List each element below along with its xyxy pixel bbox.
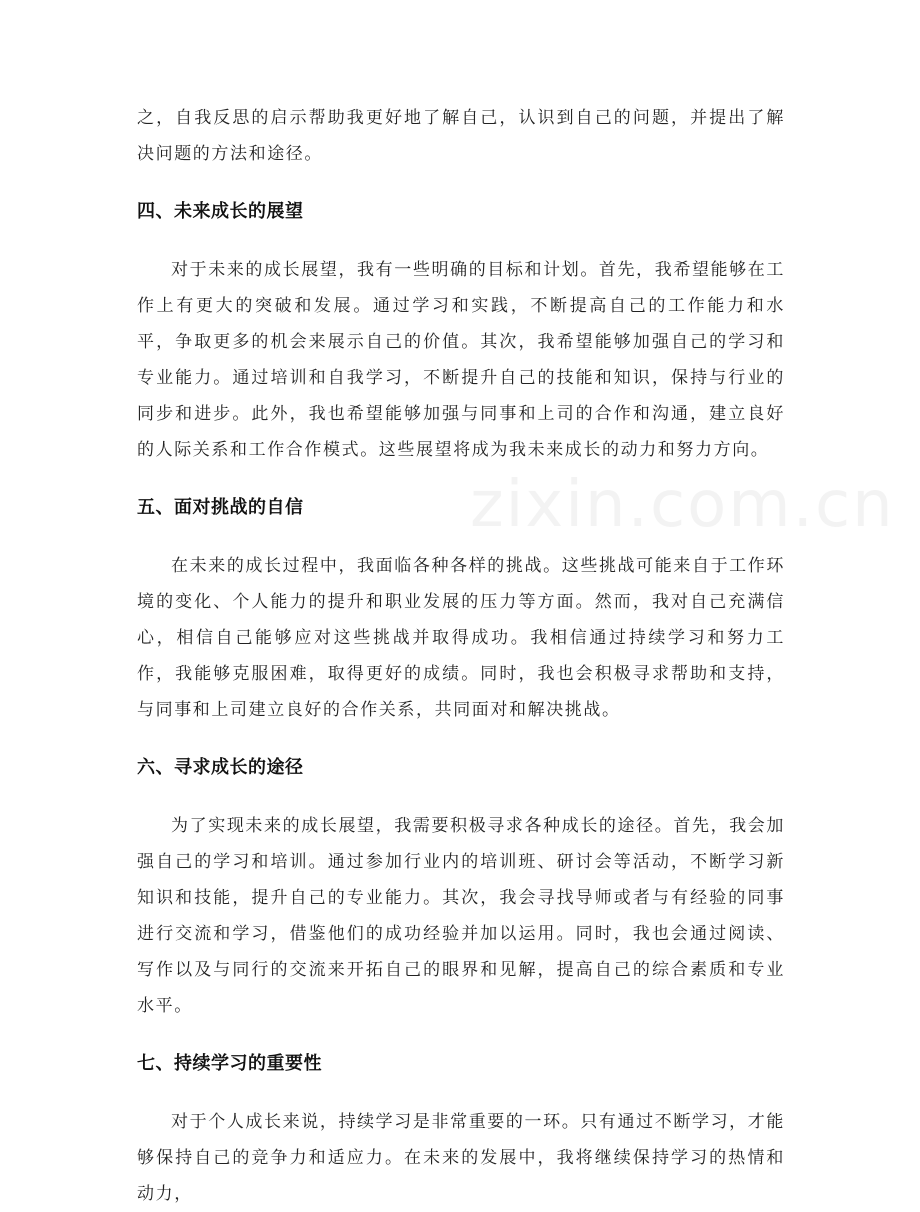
section-heading-7: 七、持续学习的重要性 <box>137 1053 322 1074</box>
section-body-4: 对于未来的成长展望，我有一些明确的目标和计划。首先，我希望能够在工作上有更大的突破和发展。通过学习和实践，不断提高自己的工作能力和水平，争取更多的机会来展示自己的价值。其次，我希望能够加强自己的学习和专业能力。通过培训和自我学习，不断提升自己的技能和知识，保持与行业的同步和进步。此外，我也希望能够加强与同事和上司的合作和沟通，建立良好的人际关系和工作合作模式。这些展望将成为我未来成长的动力和努力方向。 <box>137 260 785 460</box>
section-heading-4: 四、未来成长的展望 <box>137 201 304 222</box>
section-heading-6: 六、寻求成长的途径 <box>137 757 304 778</box>
section-body-7: 对于个人成长来说，持续学习是非常重要的一环。只有通过不断学习，才能够保持自己的竞争力和适应力。在未来的发展中，我将继续保持学习的热情和动力， <box>137 1112 785 1204</box>
section-body-6: 为了实现未来的成长展望，我需要积极寻求各种成长的途径。首先，我会加强自己的学习和培训。通过参加行业内的培训班、研讨会等活动，不断学习新知识和技能，提升自己的专业能力。其次，我会寻找导师或者与有经验的同事进行交流和学习，借鉴他们的成功经验并加以运用。同时，我也会通过阅读、写作以及与同行的交流来开拓自己的眼界和见解，提高自己的综合素质和专业水平。 <box>137 816 785 1016</box>
intro-paragraph: 之，自我反思的启示帮助我更好地了解自己，认识到自己的问题，并提出了解决问题的方法和途径。 <box>137 108 785 164</box>
watermark-text: zixin.com.cn <box>470 468 895 542</box>
section-body-5: 在未来的成长过程中，我面临各种各样的挑战。这些挑战可能来自于工作环境的变化、个人能力的提升和职业发展的压力等方面。然而，我对自己充满信心，相信自己能够应对这些挑战并取得成功。我相信通过持续学习和努力工作，我能够克服困难，取得更好的成绩。同时，我也会积极寻求帮助和支持，与同事和上司建立良好的合作关系，共同面对和解决挑战。 <box>137 556 785 720</box>
document-page <box>137 100 785 1212</box>
section-heading-5: 五、面对挑战的自信 <box>137 497 304 518</box>
